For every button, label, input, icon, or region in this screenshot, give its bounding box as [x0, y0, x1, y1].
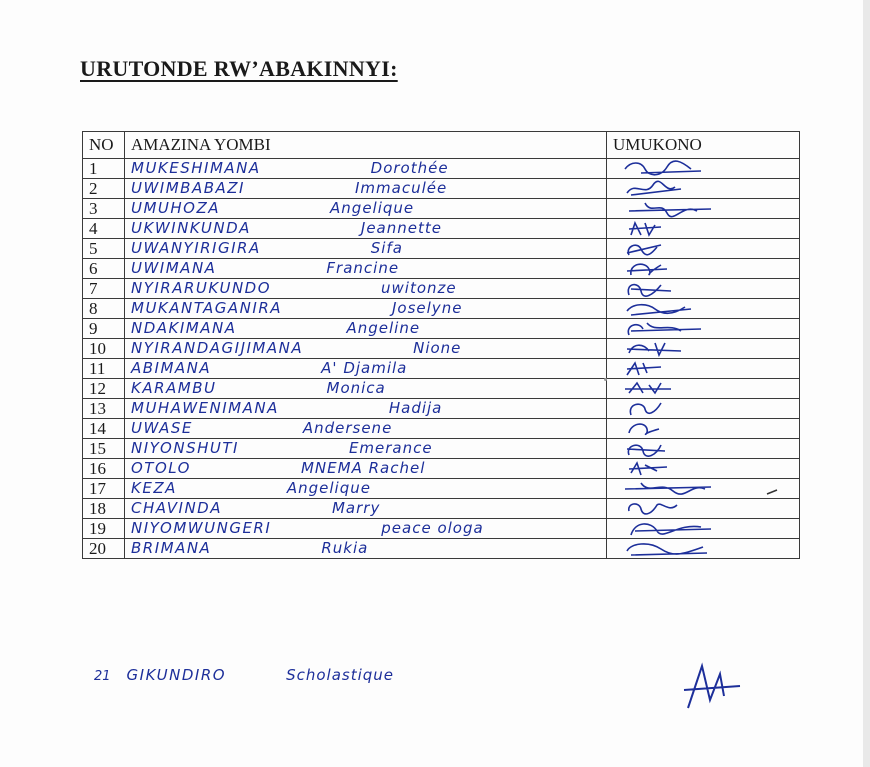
table-row	[83, 399, 800, 419]
row-signature	[621, 179, 721, 198]
row-number: 11	[83, 359, 125, 379]
row-signature	[621, 219, 721, 238]
row-first-name: Jeannette	[360, 219, 442, 237]
table-row	[83, 459, 800, 479]
row-first-name: Francine	[326, 259, 400, 277]
row-full-name	[125, 419, 607, 439]
row-signature-cell	[607, 339, 800, 359]
row-signature-cell	[607, 379, 800, 399]
row-surname: UWIMBABAZI	[131, 179, 245, 197]
header-names: AMAZINA YOMBI	[125, 132, 607, 159]
row-number: 20	[83, 539, 125, 559]
row-signature	[621, 539, 721, 558]
row-signature	[621, 239, 721, 258]
row-surname: UWANYIRIGIRA	[131, 239, 261, 257]
row-signature	[621, 299, 721, 318]
row-signature	[621, 199, 721, 218]
row-number: 15	[83, 439, 125, 459]
row-number: 9	[83, 319, 125, 339]
row-full-name	[125, 379, 607, 399]
row-surname: KARAMBU	[131, 379, 217, 397]
extra-row-first-name: Scholastique	[286, 666, 395, 684]
row-first-name: Angelique	[330, 199, 415, 217]
row-signature	[621, 459, 721, 478]
table-row	[83, 339, 800, 359]
row-surname: UMUHOZA	[131, 199, 221, 217]
table-row	[83, 419, 800, 439]
row-surname: UWASE	[131, 419, 193, 437]
row-first-name: Nione	[413, 339, 462, 357]
row-full-name	[125, 299, 607, 319]
table-row	[83, 379, 800, 399]
row-surname: NDAKIMANA	[131, 319, 237, 337]
row-first-name: Rukia	[321, 539, 369, 557]
row-surname: NYIRARUKUNDO	[131, 279, 272, 297]
row-first-name: Andersene	[302, 419, 393, 437]
stray-dot	[604, 378, 607, 381]
table-row	[83, 519, 800, 539]
row-number: 5	[83, 239, 125, 259]
row-signature-cell	[607, 399, 800, 419]
row-signature-cell	[607, 159, 800, 179]
row-first-name: Immaculée	[354, 179, 448, 197]
row-full-name	[125, 339, 607, 359]
row-first-name: Dorothée	[370, 159, 449, 177]
row-signature-cell	[607, 179, 800, 199]
row-first-name: uwitonze	[381, 279, 457, 297]
row-signature	[621, 319, 721, 338]
row-surname: CHAVINDA	[131, 499, 222, 517]
table-header-row	[83, 132, 800, 159]
row-number: 14	[83, 419, 125, 439]
stray-pen-mark	[766, 488, 778, 496]
row-full-name	[125, 519, 607, 539]
row-signature-cell	[607, 419, 800, 439]
row-signature-cell	[607, 279, 800, 299]
row-signature	[621, 439, 721, 458]
row-number: 6	[83, 259, 125, 279]
row-full-name	[125, 239, 607, 259]
row-signature	[621, 379, 721, 398]
row-surname: MUKANTAGANIRA	[131, 299, 282, 317]
row-number: 2	[83, 179, 125, 199]
row-full-name	[125, 259, 607, 279]
row-full-name	[125, 539, 607, 559]
row-first-name: Hadija	[388, 399, 443, 417]
row-signature	[621, 339, 721, 358]
row-full-name	[125, 199, 607, 219]
extra-row-surname: GIKUNDIRO	[126, 666, 227, 684]
row-signature	[621, 519, 721, 538]
row-surname: BRIMANA	[131, 539, 212, 557]
row-number: 4	[83, 219, 125, 239]
row-full-name	[125, 319, 607, 339]
page-title: URUTONDE RW’ABAKINNYI:	[80, 56, 398, 81]
page-edge-strip	[863, 0, 870, 767]
row-signature	[621, 159, 721, 178]
row-full-name	[125, 359, 607, 379]
table-row	[83, 179, 800, 199]
row-first-name: Marry	[331, 499, 381, 517]
row-surname: MUHAWENIMANA	[131, 399, 279, 417]
row-signature-cell	[607, 519, 800, 539]
row-number: 1	[83, 159, 125, 179]
row-number: 12	[83, 379, 125, 399]
extra-row-mark: 21	[94, 669, 111, 684]
row-first-name: Angeline	[346, 319, 421, 337]
row-full-name	[125, 159, 607, 179]
row-number: 18	[83, 499, 125, 519]
table-row	[83, 159, 800, 179]
header-no: NO	[83, 132, 125, 159]
row-full-name	[125, 399, 607, 419]
row-signature	[621, 279, 721, 298]
row-surname: KEZA	[131, 479, 177, 497]
table-row	[83, 199, 800, 219]
row-signature-cell	[607, 319, 800, 339]
row-surname: NIYONSHUTI	[131, 439, 239, 457]
row-surname: UKWINKUNDA	[131, 219, 251, 237]
players-table	[82, 131, 800, 559]
row-first-name: Emerance	[348, 439, 433, 457]
row-surname: UWIMANA	[131, 259, 217, 277]
row-number: 3	[83, 199, 125, 219]
row-number: 8	[83, 299, 125, 319]
row-number: 7	[83, 279, 125, 299]
row-signature-cell	[607, 239, 800, 259]
extra-handwritten-entry	[94, 666, 394, 684]
table-row	[83, 219, 800, 239]
row-first-name: Monica	[326, 379, 386, 397]
row-signature-cell	[607, 439, 800, 459]
table-row	[83, 499, 800, 519]
row-surname: NYIRANDAGIJIMANA	[131, 339, 304, 357]
table-row	[83, 439, 800, 459]
row-number: 13	[83, 399, 125, 419]
row-full-name	[125, 459, 607, 479]
table-row	[83, 279, 800, 299]
table-row	[83, 299, 800, 319]
row-full-name	[125, 279, 607, 299]
row-surname: NIYOMWUNGERI	[131, 519, 272, 537]
row-number: 19	[83, 519, 125, 539]
table-row	[83, 479, 800, 499]
row-surname: ABIMANA	[131, 359, 212, 377]
row-first-name: Sifa	[370, 239, 403, 257]
row-signature	[621, 399, 721, 418]
row-first-name: peace ologa	[381, 519, 484, 537]
row-number: 10	[83, 339, 125, 359]
row-signature	[621, 259, 721, 278]
row-signature-cell	[607, 539, 800, 559]
extra-row-signature	[680, 660, 750, 712]
row-full-name	[125, 179, 607, 199]
row-full-name	[125, 499, 607, 519]
row-first-name: Angelique	[286, 479, 371, 497]
row-signature	[621, 359, 721, 378]
row-surname: OTOLO	[131, 459, 191, 477]
row-full-name	[125, 479, 607, 499]
row-signature-cell	[607, 359, 800, 379]
row-first-name: A' Djamila	[321, 359, 408, 377]
row-signature-cell	[607, 299, 800, 319]
row-signature-cell	[607, 459, 800, 479]
row-full-name	[125, 439, 607, 459]
row-signature-cell	[607, 199, 800, 219]
table-row	[83, 319, 800, 339]
row-number: 17	[83, 479, 125, 499]
row-signature-cell	[607, 259, 800, 279]
row-full-name	[125, 219, 607, 239]
row-number: 16	[83, 459, 125, 479]
header-signature: UMUKONO	[607, 132, 800, 159]
row-signature	[621, 499, 721, 518]
table-row	[83, 239, 800, 259]
row-first-name: Joselyne	[392, 299, 463, 317]
row-surname: MUKESHIMANA	[131, 159, 261, 177]
table-row	[83, 359, 800, 379]
row-first-name: MNEMA Rachel	[300, 459, 426, 477]
row-signature	[621, 419, 721, 438]
table-row	[83, 539, 800, 559]
table-row	[83, 259, 800, 279]
row-signature-cell	[607, 219, 800, 239]
row-signature-cell	[607, 499, 800, 519]
row-signature	[621, 479, 721, 498]
